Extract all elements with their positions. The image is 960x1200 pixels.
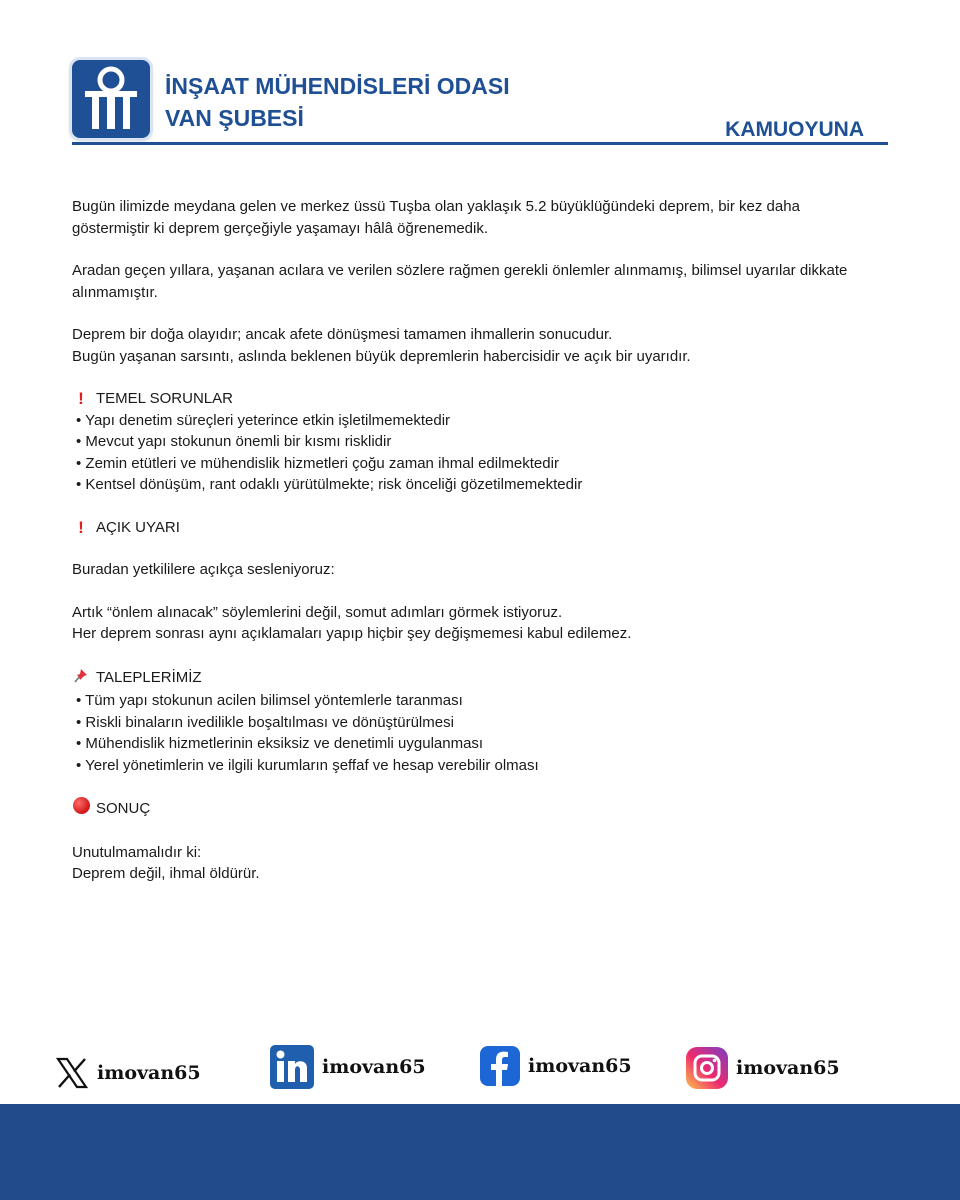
social-handle: imovan65: [736, 1057, 840, 1079]
imo-logo: [72, 60, 150, 138]
list-item: • Riskli binaların ivedilikle boşaltılması ve dönüştürülmesi: [76, 713, 454, 731]
text-line: göstermiştir ki deprem gerçeğiyle yaşamayı hâlâ öğrenemedik.: [72, 219, 489, 237]
footer-band: [0, 1104, 960, 1200]
linkedin-icon: [270, 1045, 314, 1089]
social-x[interactable]: [55, 1056, 201, 1090]
text-line: Aradan geçen yıllara, yaşanan acılara ve verilen sözlere rağmen gerekli önlemler alınmamış, bilimsel uyarılar dikkate: [72, 262, 848, 279]
section-heading: [72, 388, 892, 410]
warning-intro: [72, 559, 892, 581]
demands-section: [72, 666, 892, 777]
header-divider: [72, 142, 888, 145]
paragraph-3: [72, 324, 892, 367]
section-title: TEMEL SORUNLAR: [96, 390, 233, 407]
organization-name: [165, 70, 510, 134]
text-line: Bugün yaşanan sarsıntı, aslında beklenen büyük depremlerin habercisidir ve açık bir uyarıdır.: [72, 347, 691, 365]
section-heading: [72, 666, 892, 691]
conclusion-section: [72, 797, 892, 821]
org-line-1: İNŞAAT MÜHENDİSLERİ ODASI: [165, 73, 510, 99]
text-line: alınmamıştır.: [72, 283, 158, 301]
list-item: • Tüm yapı stokunun acilen bilimsel yöntemlerle taranması: [76, 692, 463, 709]
text-line: Deprem bir doğa olayıdır; ancak afete dönüşmesi tamamen ihmallerin sonucudur.: [72, 326, 613, 343]
list-item: • Yerel yönetimlerin ve ilgili kurumların şeffaf ve hesap verebilir olması: [76, 756, 539, 774]
social-handle: imovan65: [528, 1055, 632, 1077]
exclamation-icon: !: [78, 389, 84, 408]
x-icon: [55, 1056, 89, 1090]
social-facebook[interactable]: [480, 1046, 632, 1086]
instagram-icon: [686, 1047, 728, 1089]
section-heading: [72, 517, 892, 539]
text-line: Buradan yetkililere açıkça sesleniyoruz:: [72, 561, 335, 578]
text-line: Unutulmamalıdır ki:: [72, 843, 202, 861]
conclusion-body: [72, 842, 892, 885]
facebook-icon: [480, 1046, 520, 1086]
list-item: • Zemin etütleri ve mühendislik hizmetleri çoğu zaman ihmal edilmektedir: [76, 454, 559, 472]
social-links: [0, 1040, 960, 1100]
paragraph-1: [72, 196, 892, 239]
imo-logo-icon: [72, 60, 150, 138]
list-item: • Yapı denetim süreçleri yeterince etkin işletilmemektedir: [76, 411, 451, 429]
social-handle: imovan65: [322, 1056, 426, 1078]
statement-body: [72, 196, 892, 906]
pushpin-icon: [72, 666, 90, 691]
org-line-2: VAN ŞUBESİ: [165, 105, 304, 131]
social-handle: imovan65: [97, 1062, 201, 1084]
section-title: AÇIK UYARI: [96, 518, 180, 536]
list-item: • Kentsel dönüşüm, rant odaklı yürütülmekte; risk önceliği gözetilmemektedir: [76, 476, 583, 493]
social-instagram[interactable]: [686, 1047, 840, 1089]
warning-body: [72, 602, 892, 645]
audience-label: KAMUOYUNA: [725, 118, 864, 141]
text-line: Deprem değil, ihmal öldürür.: [72, 865, 260, 882]
text-line: Artık “önlem alınacak” söylemlerini değil, somut adımları görmek istiyoruz.: [72, 603, 563, 621]
exclamation-icon: !: [78, 517, 84, 537]
section-heading: [72, 797, 892, 821]
letterhead: [0, 0, 960, 160]
section-title: SONUÇ: [96, 800, 151, 817]
warning-section: [72, 517, 892, 539]
social-linkedin[interactable]: [270, 1045, 426, 1089]
text-line: Bugün ilimizde meydana gelen ve merkez üssü Tuşba olan yaklaşık 5.2 büyüklüğündeki deprem, bir kez daha: [72, 198, 800, 215]
list-item: • Mühendislik hizmetlerinin eksiksiz ve denetimli uygulanması: [76, 735, 484, 752]
paragraph-2: [72, 260, 892, 303]
section-title: TALEPLERİMİZ: [96, 669, 202, 686]
red-circle-icon: [72, 797, 90, 821]
problems-section: [72, 388, 892, 496]
text-line: Her deprem sonrası aynı açıklamaları yapıp hiçbir şey değişmemesi kabul edilemez.: [72, 625, 632, 642]
list-item: • Mevcut yapı stokunun önemli bir kısmı risklidir: [76, 433, 392, 450]
